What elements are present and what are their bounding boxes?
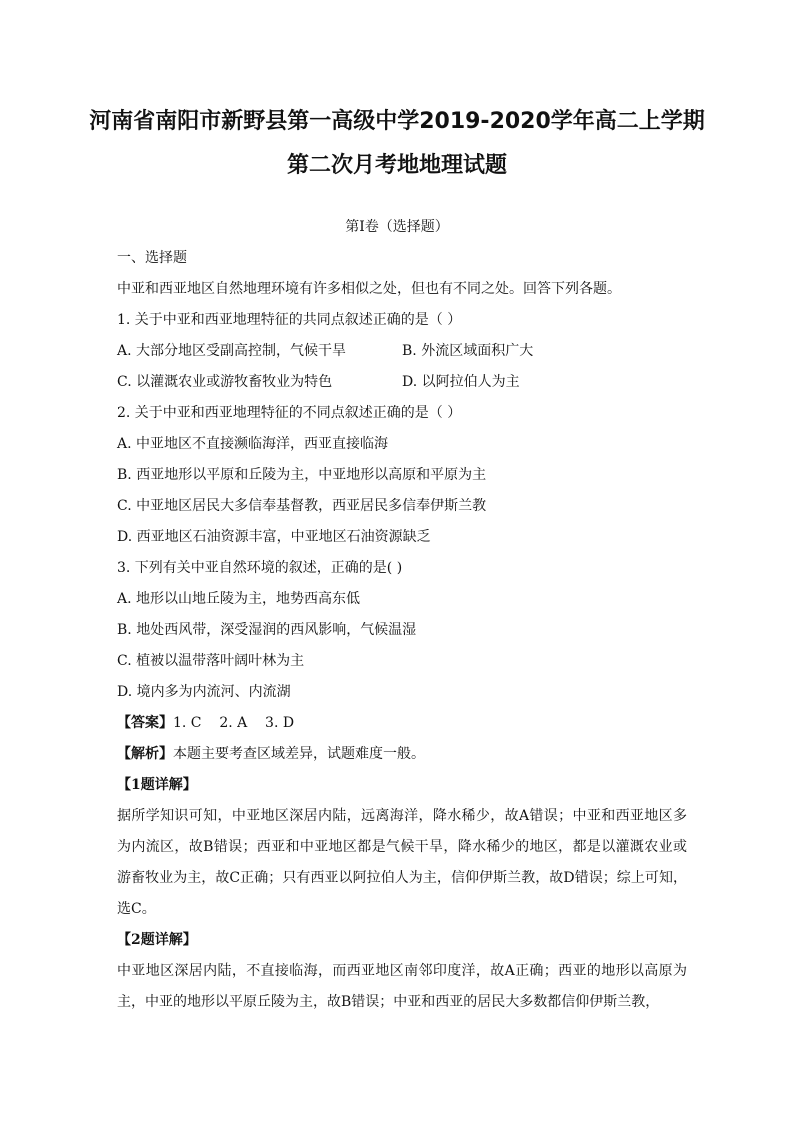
question-2-option-d: D. 西亚地区石油资源丰富，中亚地区石油资源缺乏 (117, 529, 431, 545)
answer-text: 1. C 2. A 3. D (173, 715, 295, 731)
question-3-option-a: A. 地形以山地丘陵为主，地势西高东低 (117, 591, 361, 607)
question-intro: 中亚和西亚地区自然地理环境有许多相似之处，但也有不同之处。回答下列各题。 (117, 281, 621, 297)
detail-2-heading: 【2题详解】 (117, 932, 197, 948)
question-1-options-row-2 (117, 367, 687, 398)
question-3-option-b: B. 地处西风带，深受湿润的西风影响，气候温湿 (117, 622, 417, 638)
question-2-option-a: A. 中亚地区不直接濒临海洋，西亚直接临海 (117, 436, 389, 452)
question-3-option-d: D. 境内多为内流河、内流湖 (117, 684, 291, 700)
detail-2-text: 中亚地区深居内陆，不直接临海，而西亚地区南邻印度洋，故A正确；西亚的地形以高原为主，中亚的地形以平原丘陵为主，故B错误；中亚和西亚的居民大多数都信仰伊斯兰教， (117, 963, 687, 1010)
analysis-text: 本题主要考查区域差异，试题难度一般。 (173, 746, 425, 762)
question-2-stem: 2. 关于中亚和西亚地理特征的不同点叙述正确的是（ ） (117, 405, 462, 421)
question-1-option-a: A. 大部分地区受副高控制，气候干旱 (117, 343, 347, 359)
answer-line (117, 708, 687, 739)
answer-label: 【答案】 (117, 715, 173, 731)
analysis-line (117, 739, 687, 770)
section-title: 第I卷（选择题） (345, 219, 449, 235)
document-title-line2: 第二次月考地地理试题 (286, 153, 507, 178)
question-3-option-c: C. 植被以温带落叶阔叶林为主 (117, 653, 305, 669)
detail-1-text: 据所学知识可知，中亚地区深居内陆，远离海洋，降水稀少，故A错误；中亚和西亚地区多为内流区，故B错误；西亚和中亚地区都是气候干旱，降水稀少的地区，都是以灌溉农业或游畜牧业为主，故C正确；只有西亚以阿拉伯人为主，信仰伊斯兰教，故D错误；综上可知，选C。 (117, 808, 687, 917)
question-3-stem: 3. 下列有关中亚自然环境的叙述，正确的是( ) (117, 560, 403, 576)
question-1-stem: 1. 关于中亚和西亚地理特征的共同点叙述正确的是（ ） (117, 312, 462, 328)
question-2-option-c: C. 中亚地区居民大多信奉基督教，西亚居民多信奉伊斯兰教 (117, 498, 487, 514)
part-heading: 一、选择题 (117, 250, 187, 266)
question-1-option-b: B. 外流区域面积广大 (402, 343, 534, 359)
document-body (117, 243, 687, 1018)
detail-1-heading: 【1题详解】 (117, 777, 197, 793)
question-1-option-c: C. 以灌溉农业或游牧畜牧业为特色 (117, 374, 333, 390)
question-1-options-row-1 (117, 336, 687, 367)
question-1-option-d: D. 以阿拉伯人为主 (402, 374, 520, 390)
analysis-label: 【解析】 (117, 746, 173, 762)
question-2-option-b: B. 西亚地形以平原和丘陵为主，中亚地形以高原和平原为主 (117, 467, 487, 483)
document-title-line1: 河南省南阳市新野县第一高级中学2019-2020学年高二上学期 (89, 109, 705, 134)
